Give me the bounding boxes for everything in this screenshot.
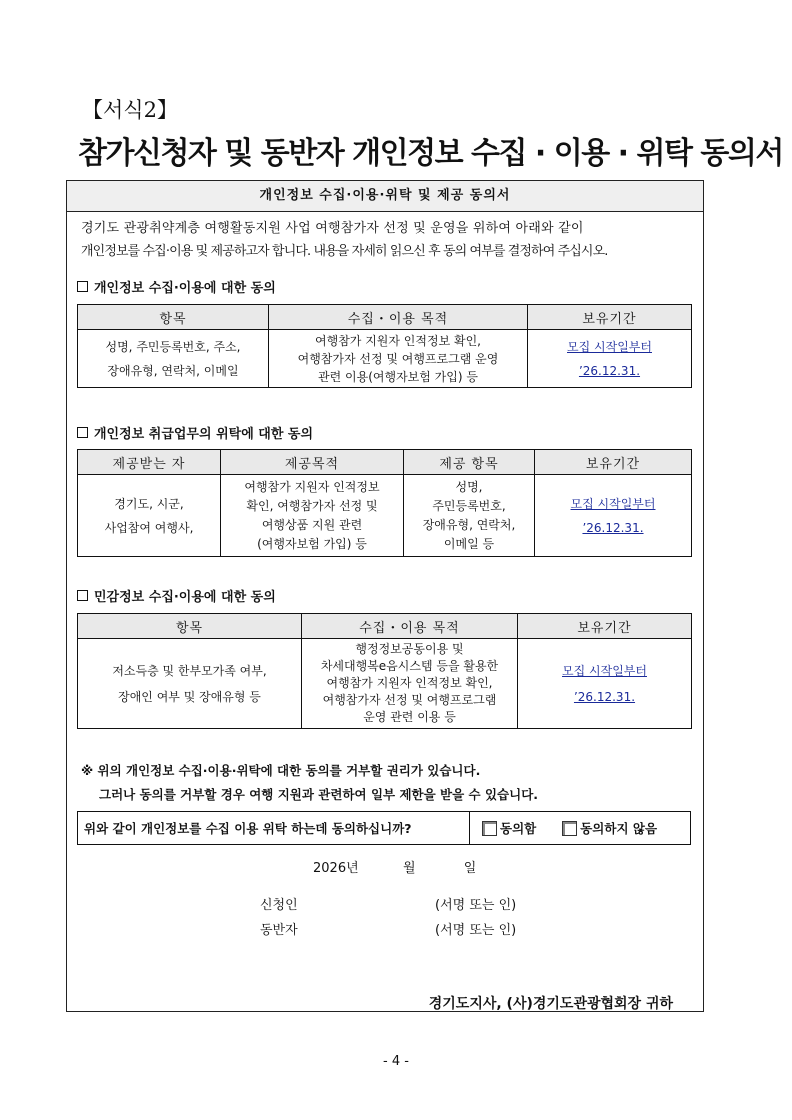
notice-line-1: ※ 위의 개인정보 수집·이용·위탁에 대한 동의를 거부할 권리가 있습니다. xyxy=(81,763,481,778)
companion-label: 동반자 xyxy=(260,923,298,938)
item-line: 저소득층 및 한부모가족 여부, xyxy=(112,663,267,678)
period-line: ’26.12.31. xyxy=(573,689,636,704)
collection-consent-table xyxy=(77,304,692,388)
recipient-line: 경기도, 시군, xyxy=(114,496,184,511)
checkbox-icon[interactable] xyxy=(562,821,577,836)
intro-text xyxy=(81,217,691,263)
purpose-line: 여행참가 지원자 인적정보 확인, xyxy=(326,676,493,690)
section2-heading-label: 개인정보 취급업무의 위탁에 대한 동의 xyxy=(94,427,314,442)
section3-heading-label: 민감정보 수집·이용에 대한 동의 xyxy=(94,590,276,605)
purpose-line: 여행참가 지원자 인적정보 확인, xyxy=(315,333,481,348)
purpose-line: 차세대행복e음시스템 등을 활용한 xyxy=(320,659,499,673)
purpose-line: (여행자보험 가입) 등 xyxy=(257,536,367,551)
agree-label: 동의함 xyxy=(500,821,537,836)
table-cell-item xyxy=(78,639,302,729)
items-line: 장애유형, 연락처, xyxy=(422,517,516,532)
table-header: 보유기간 xyxy=(518,614,692,639)
disagree-label: 동의하지 않음 xyxy=(580,821,658,836)
form-number: 【서식2】 xyxy=(82,98,178,122)
consent-form-frame xyxy=(66,180,704,1012)
item-line: 장애유형, 연락처, 이메일 xyxy=(107,363,239,378)
date-line xyxy=(313,857,476,876)
consent-options xyxy=(470,812,690,844)
table-cell-period xyxy=(528,330,692,388)
purpose-line: 여행참가 지원자 인적정보 xyxy=(244,479,380,494)
applicant-label: 신청인 xyxy=(260,898,298,913)
document-title: 참가신청자 및 동반자 개인정보 수집 · 이용 · 위탁 동의서 xyxy=(78,136,783,171)
table-cell-purpose xyxy=(302,639,518,729)
items-line: 주민등록번호, xyxy=(432,498,506,513)
recipient-line: 사업참여 여행사, xyxy=(104,520,194,535)
refusal-notice xyxy=(81,759,538,807)
disagree-option[interactable] xyxy=(562,819,657,837)
form-box-title: 개인정보 수집·이용·위탁 및 제공 동의서 xyxy=(67,181,703,212)
period-line: 모집 시작일부터 xyxy=(562,663,647,678)
item-line: 장애인 여부 및 장애유형 등 xyxy=(118,689,261,704)
table-cell-purpose xyxy=(269,330,528,388)
consent-question: 위와 같이 개인정보를 수집 이용 위탁 하는데 동의하십니까? xyxy=(78,812,470,844)
date-month: 월 xyxy=(402,861,416,876)
table-header: 수집・이용 목적 xyxy=(302,614,518,639)
section2-heading xyxy=(77,423,313,442)
date-day: 일 xyxy=(463,861,477,876)
purpose-line: 행정정보공동이용 및 xyxy=(355,642,464,656)
section1-heading-label: 개인정보 수집·이용에 대한 동의 xyxy=(94,281,276,296)
table-header: 항목 xyxy=(78,614,302,639)
purpose-line: 여행참가자 선정 및 여행프로그램 xyxy=(322,693,497,707)
notice-line-2: 그러나 동의를 거부할 경우 여행 지원과 관련하여 일부 제한을 받을 수 있습니다. xyxy=(99,787,539,802)
checkbox-icon[interactable] xyxy=(77,427,88,438)
items-line: 성명, xyxy=(455,479,483,494)
table-header: 보유기간 xyxy=(535,450,692,475)
table-header: 항목 xyxy=(78,305,269,330)
period-line: 모집 시작일부터 xyxy=(570,496,656,511)
item-line: 성명, 주민등록번호, 주소, xyxy=(105,339,241,354)
table-cell-purpose xyxy=(221,475,404,557)
outsourcing-consent-table xyxy=(77,449,692,557)
table-cell-recipient xyxy=(78,475,221,557)
table-cell-period xyxy=(518,639,692,729)
intro-line-1: 경기도 관광취약계층 여행활동지원 사업 여행참가자 선정 및 운영을 위하여 아래와 같이 xyxy=(81,221,584,236)
section1-heading xyxy=(77,277,276,296)
items-line: 이메일 등 xyxy=(443,536,495,551)
period-line: ’26.12.31. xyxy=(582,520,644,535)
table-header: 수집・이용 목적 xyxy=(269,305,528,330)
table-cell-item xyxy=(78,330,269,388)
intro-line-2: 개인정보를 수집·이용 및 제공하고자 합니다. 내용을 자세히 읽으신 후 동의 여부를 결정하여 주십시오. xyxy=(81,244,608,259)
addressee: 경기도지사, (사)경기도관광협회장 귀하 xyxy=(428,996,673,1012)
table-header: 제공 항목 xyxy=(404,450,535,475)
period-line: ’26.12.31. xyxy=(578,363,641,378)
purpose-line: 확인, 여행참가자 선정 및 xyxy=(246,498,378,513)
page-number: - 4 - xyxy=(383,1054,409,1069)
purpose-line: 여행상품 지원 관련 xyxy=(261,517,363,532)
section3-heading xyxy=(77,586,276,605)
table-cell-period xyxy=(535,475,692,557)
purpose-line: 여행참가자 선정 및 여행프로그램 운영 xyxy=(297,351,499,366)
table-cell-items xyxy=(404,475,535,557)
period-line: 모집 시작일부터 xyxy=(567,339,652,354)
table-header: 보유기간 xyxy=(528,305,692,330)
checkbox-icon[interactable] xyxy=(77,590,88,601)
purpose-line: 운영 관련 이용 등 xyxy=(363,710,456,724)
sensitive-info-consent-table xyxy=(77,613,692,729)
agree-option[interactable] xyxy=(482,819,536,837)
checkbox-icon[interactable] xyxy=(482,821,497,836)
table-header: 제공받는 자 xyxy=(78,450,221,475)
checkbox-icon[interactable] xyxy=(77,281,88,292)
table-header: 제공목적 xyxy=(221,450,404,475)
applicant-sign-note: (서명 또는 인) xyxy=(435,898,517,913)
companion-sign-note: (서명 또는 인) xyxy=(435,923,517,938)
date-year: 2026년 xyxy=(313,861,359,876)
consent-question-row xyxy=(77,811,691,845)
purpose-line: 관련 이용(여행자보험 가입) 등 xyxy=(318,369,478,384)
